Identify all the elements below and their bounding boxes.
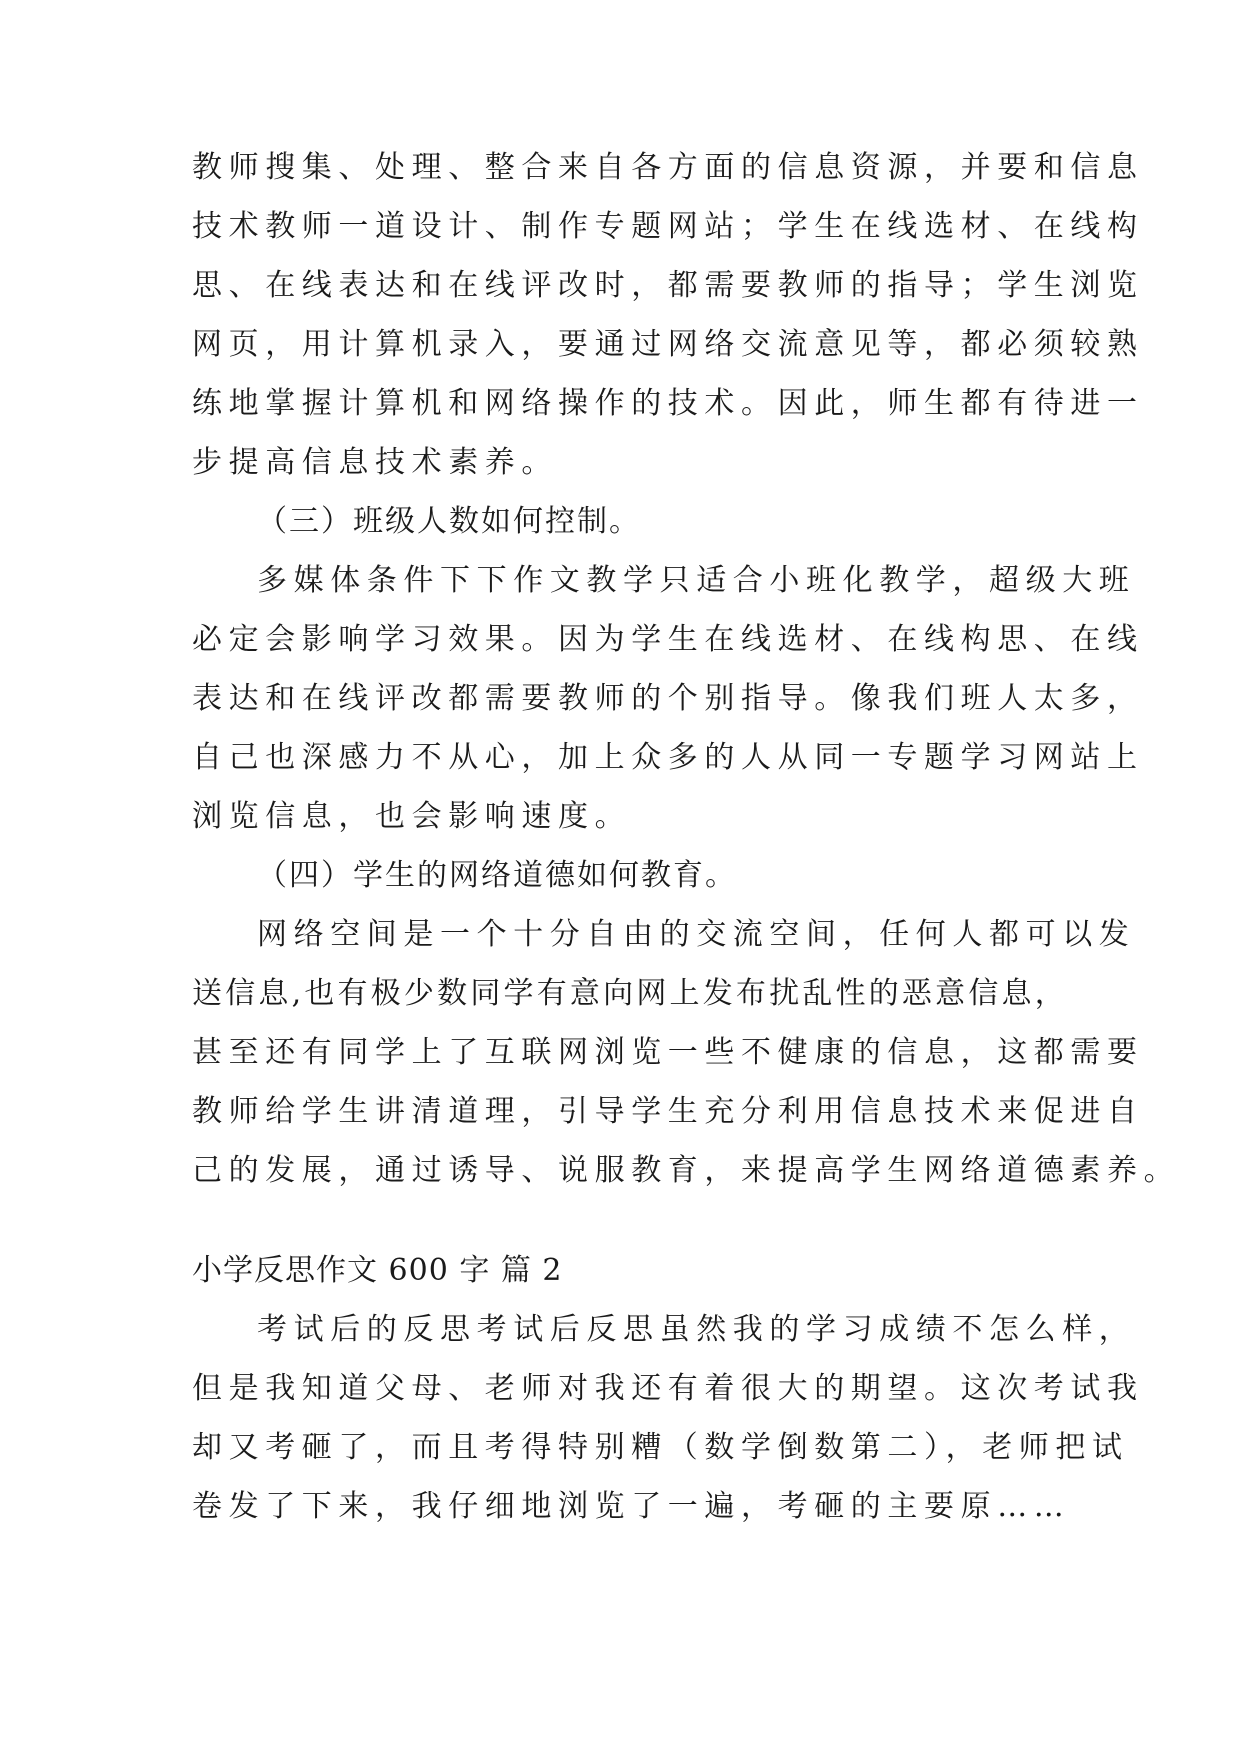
paragraph-line: 步提高信息技术素养。 xyxy=(192,445,558,480)
paragraph-line: 网络空间是一个十分自由的交流空间，任何人都可以发 xyxy=(257,917,1136,952)
paragraph-line: 己的发展，通过诱导、说服教育，来提高学生网络道德素养。 xyxy=(192,1153,1181,1188)
paragraph-line: 送信息,也有极少数同学有意向网上发布扰乱性的恶意信息， xyxy=(192,976,1068,1011)
paragraph-line: 思、在线表达和在线评改时，都需要教师的指导；学生浏览 xyxy=(192,268,1144,303)
paragraph-line: 卷发了下来，我仔细地浏览了一遍，考砸的主要原…… xyxy=(192,1489,1071,1524)
paragraph-line: 自己也深感力不从心，加上众多的人从同一专题学习网站上 xyxy=(192,740,1144,775)
paragraph-line: 但是我知道父母、老师对我还有着很大的期望。这次考试我 xyxy=(192,1371,1144,1406)
paragraph-line: 甚至还有同学上了互联网浏览一些不健康的信息，这都需要 xyxy=(192,1035,1144,1070)
paragraph-line: 考试后的反思考试后反思虽然我的学习成绩不怎么样， xyxy=(257,1312,1136,1347)
paragraph-line: 多媒体条件下下作文教学只适合小班化教学，超级大班 xyxy=(257,563,1136,598)
paragraph-line: 教师搜集、处理、整合来自各方面的信息资源，并要和信息 xyxy=(192,150,1144,185)
paragraph-line: 网页，用计算机录入，要通过网络交流意见等，都必须较熟 xyxy=(192,327,1144,362)
section-heading-4: （四）学生的网络道德如何教育。 xyxy=(257,858,737,893)
paragraph-line: 练地掌握计算机和网络操作的技术。因此，师生都有待进一 xyxy=(192,386,1144,421)
paragraph-line: 必定会影响学习效果。因为学生在线选材、在线构思、在线 xyxy=(192,622,1144,657)
paragraph-line: 却又考砸了，而且考得特别糟（数学倒数第二），老师把试 xyxy=(192,1430,1129,1465)
paragraph-line: 技术教师一道设计、制作专题网站；学生在线选材、在线构 xyxy=(192,209,1144,244)
section-heading-3: （三）班级人数如何控制。 xyxy=(257,504,641,539)
article-title: 小学反思作文 600 字 篇 2 xyxy=(192,1253,563,1288)
paragraph-line: 教师给学生讲清道理，引导学生充分利用信息技术来促进自 xyxy=(192,1094,1144,1129)
paragraph-line: 表达和在线评改都需要教师的个别指导。像我们班人太多， xyxy=(192,681,1144,716)
paragraph-line: 浏览信息，也会影响速度。 xyxy=(192,799,632,834)
